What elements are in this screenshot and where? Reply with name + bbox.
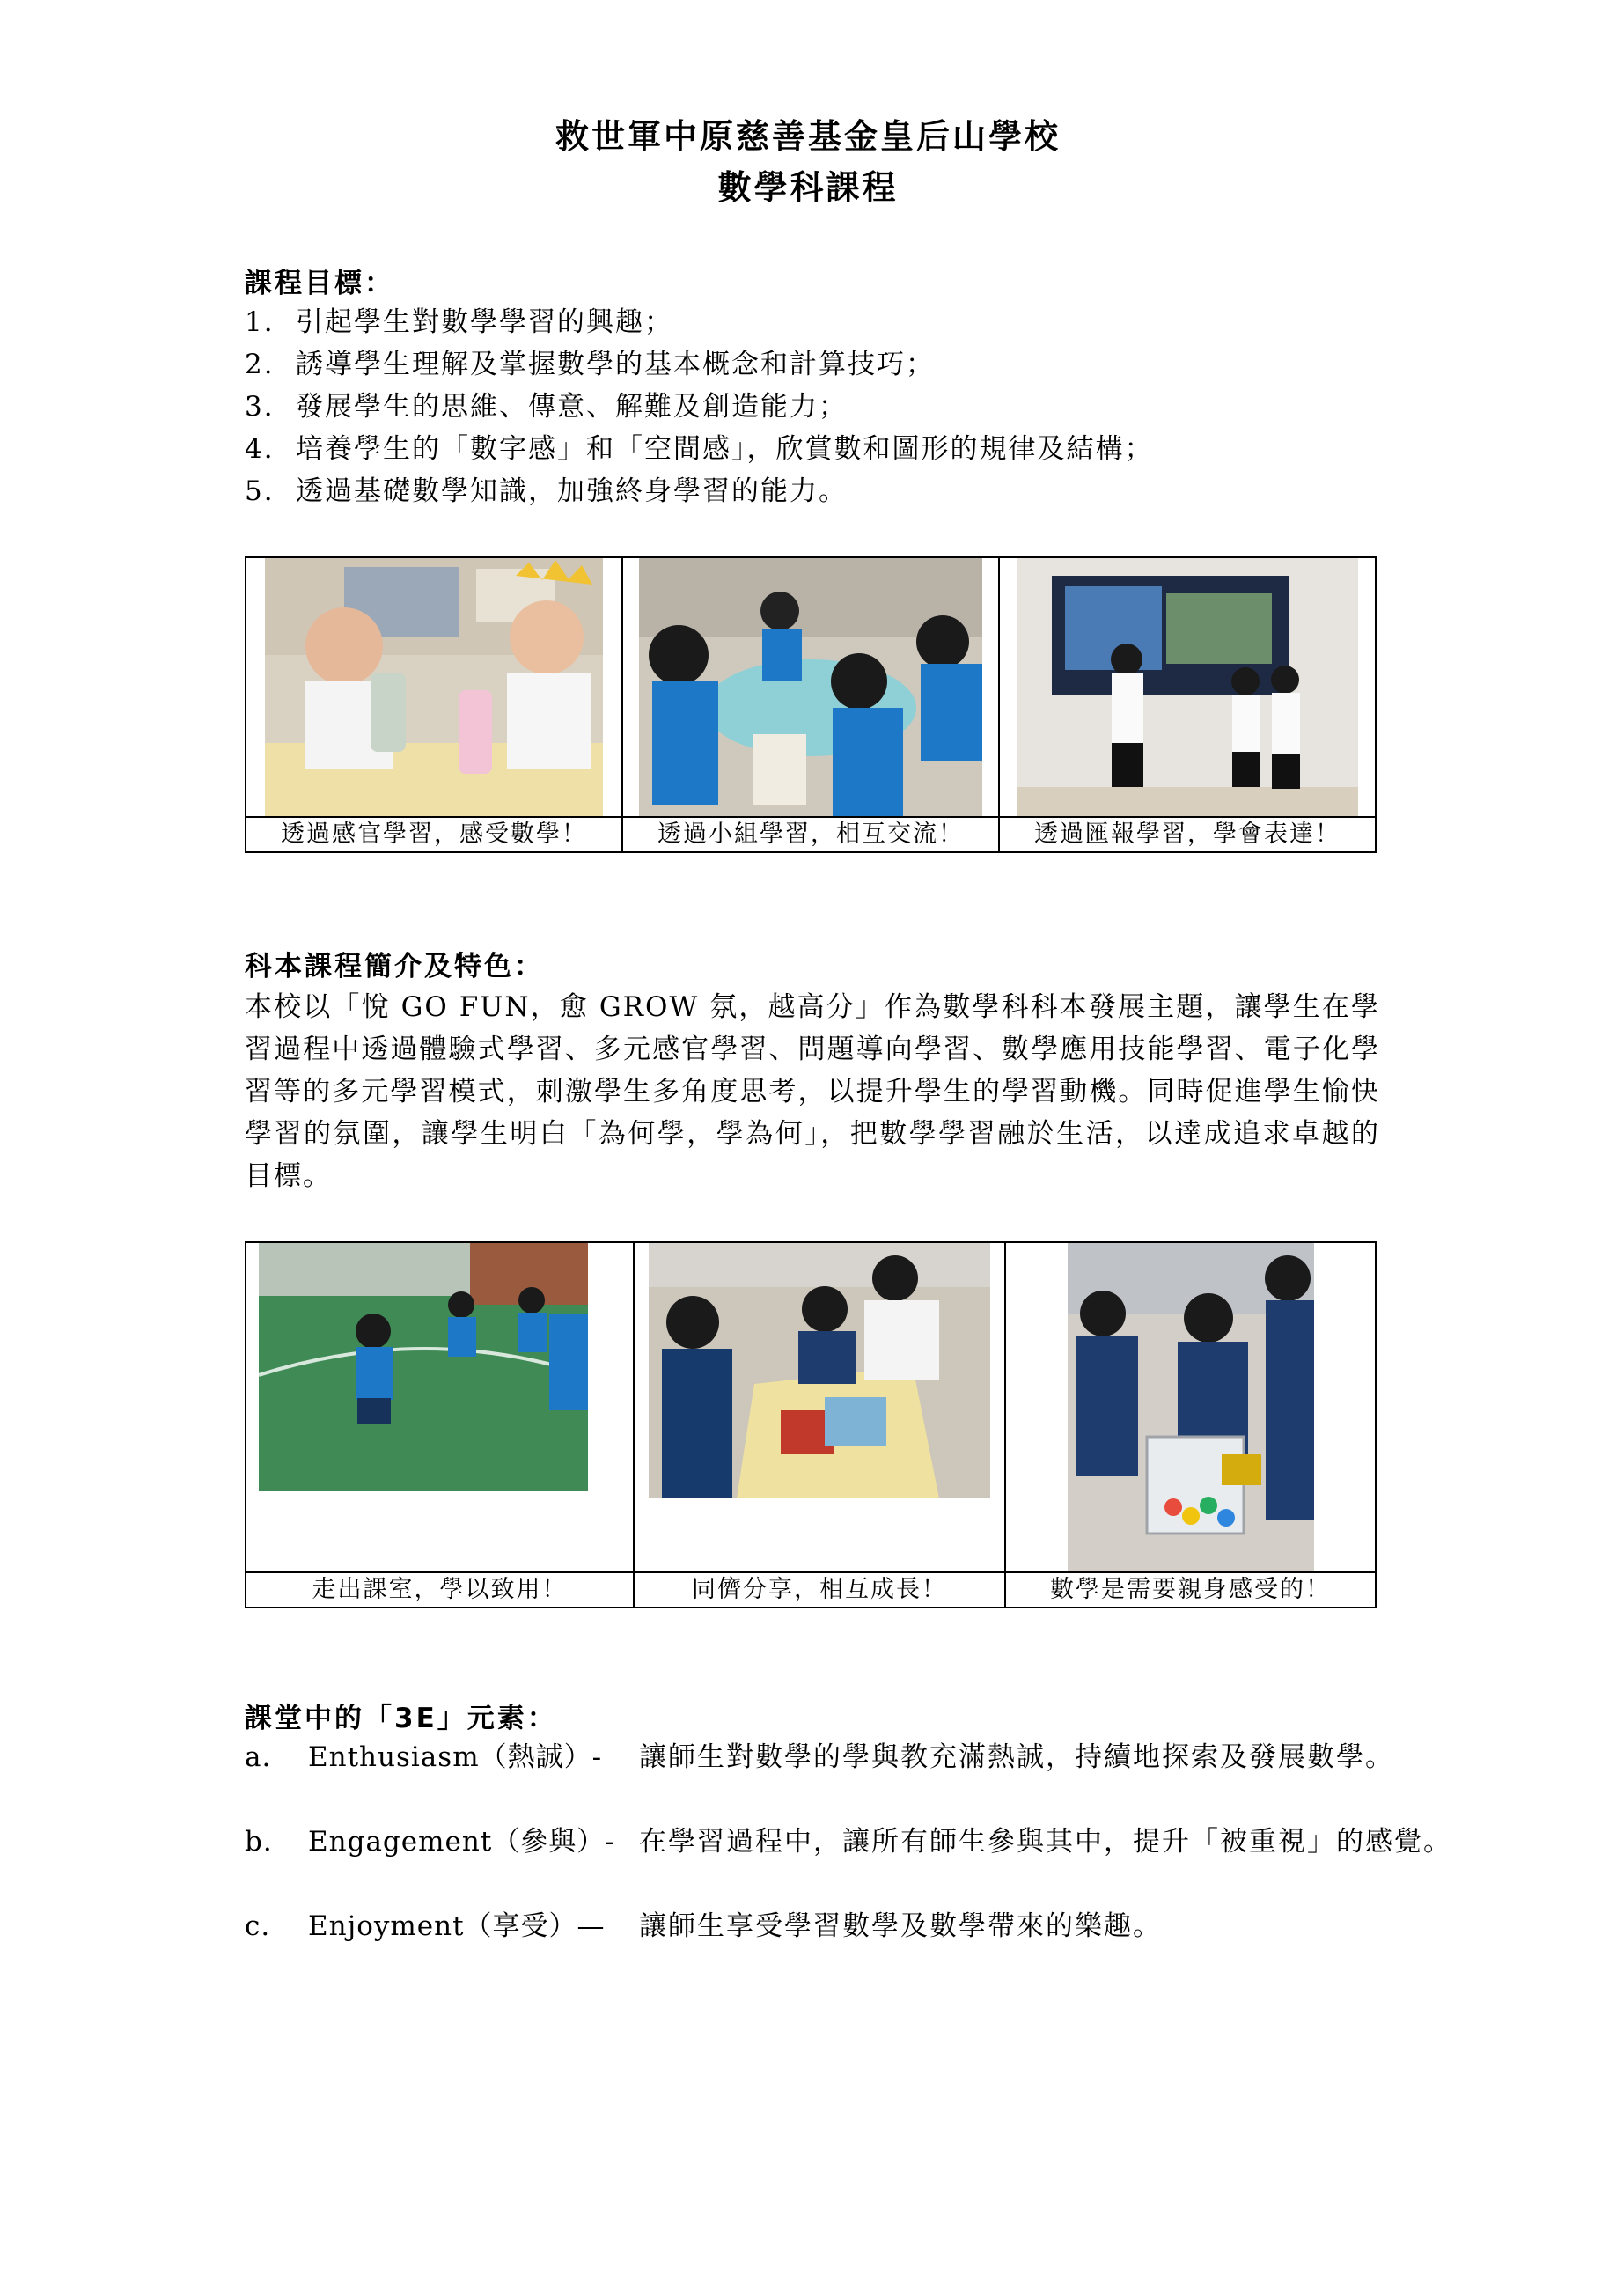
photo-cell: [246, 557, 622, 817]
subject-title: 數學科課程: [717, 168, 899, 207]
photo-caption: 透過感官學習，感受數學！: [246, 817, 622, 852]
school-name: 救世軍中原慈善基金皇后山學校: [555, 117, 1061, 156]
photo-group-learning: [639, 558, 982, 816]
objective-number: 4.: [245, 433, 275, 465]
objective-text: 培養學生的「數字感」和「空間感」，欣賞數和圖形的規律及結構；: [296, 433, 1154, 465]
photo-table-2: [245, 1241, 1377, 1608]
objective-number: 2.: [245, 349, 275, 380]
intro-heading: 科本課程簡介及特色：: [245, 951, 544, 982]
three-e-term: Engagement（參與）-: [308, 1826, 615, 1858]
photo-peer-sharing: [649, 1243, 990, 1498]
three-e-heading: 課堂中的「3E」元素：: [245, 1703, 557, 1734]
photo-cell: [246, 1242, 634, 1572]
three-e-term: Enjoyment（享受）—: [308, 1910, 606, 1942]
objective-number: 5.: [245, 475, 275, 507]
three-e-term: Enthusiasm（熱誠）-: [308, 1741, 603, 1773]
photo-caption: 走出課室，學以致用！: [246, 1572, 634, 1608]
photo-caption: 同儕分享，相互成長！: [634, 1572, 1005, 1608]
intro-paragraph: 本校以「悅 GO FUN，愈 GROW 氛，越高分」作為數學科科本發展主題，讓學生在學習過程中透過體驗式學習、多元感官學習、問題導向學習、數學應用技能學習、電子化學習等的多元學習模式，刺激學生多角度思考，以提升學生的學習動機。同時促進學生愉快學習的氛圍，讓學生明白「為何學，學為何」，把數學學習融於生活，以達成追求卓越的目標。: [245, 991, 1380, 1192]
objective-text: 誘導學生理解及掌握數學的基本概念和計算技巧；: [296, 349, 935, 380]
objective-number: 1.: [245, 306, 275, 338]
objective-item: [245, 471, 848, 511]
photo-cell: [1005, 1242, 1376, 1572]
three-e-letter: a.: [245, 1741, 272, 1773]
three-e-desc: 讓師生享受學習數學及數學帶來的樂趣。: [639, 1910, 1162, 1942]
objective-item: [245, 386, 848, 427]
objective-item: [245, 344, 935, 385]
photo-cell: [999, 557, 1376, 817]
photo-table-1: [245, 556, 1377, 853]
photo-outdoor-learning: [259, 1243, 588, 1491]
three-e-letter: c.: [245, 1910, 271, 1942]
photo-cell: [622, 557, 999, 817]
objective-item: [245, 302, 673, 342]
objective-text: 透過基礎數學知識，加強終身學習的能力。: [296, 475, 848, 507]
objective-text: 引起學生對數學學習的興趣；: [296, 306, 673, 338]
objective-item: [245, 429, 1154, 469]
photo-caption: 透過小組學習，相互交流！: [622, 817, 999, 852]
three-e-desc: 在學習過程中，讓所有師生參與其中，提升「被重視」的感覺。: [639, 1826, 1452, 1858]
photo-sensory-learning: [265, 558, 603, 816]
objective-number: 3.: [245, 391, 275, 423]
three-e-desc: 讓師生對數學的學與教充滿熱誠，持續地探索及發展數學。: [639, 1741, 1394, 1773]
photo-hands-on-math: [1068, 1243, 1314, 1571]
objective-text: 發展學生的思維、傳意、解難及創造能力；: [296, 391, 848, 423]
photo-caption: 透過匯報學習，學會表達！: [999, 817, 1376, 852]
photo-presentation-learning: [1017, 558, 1358, 816]
photo-caption: 數學是需要親身感受的！: [1005, 1572, 1376, 1608]
three-e-letter: b.: [245, 1826, 273, 1858]
photo-cell: [634, 1242, 1005, 1572]
objectives-heading: 課程目標：: [245, 268, 394, 299]
